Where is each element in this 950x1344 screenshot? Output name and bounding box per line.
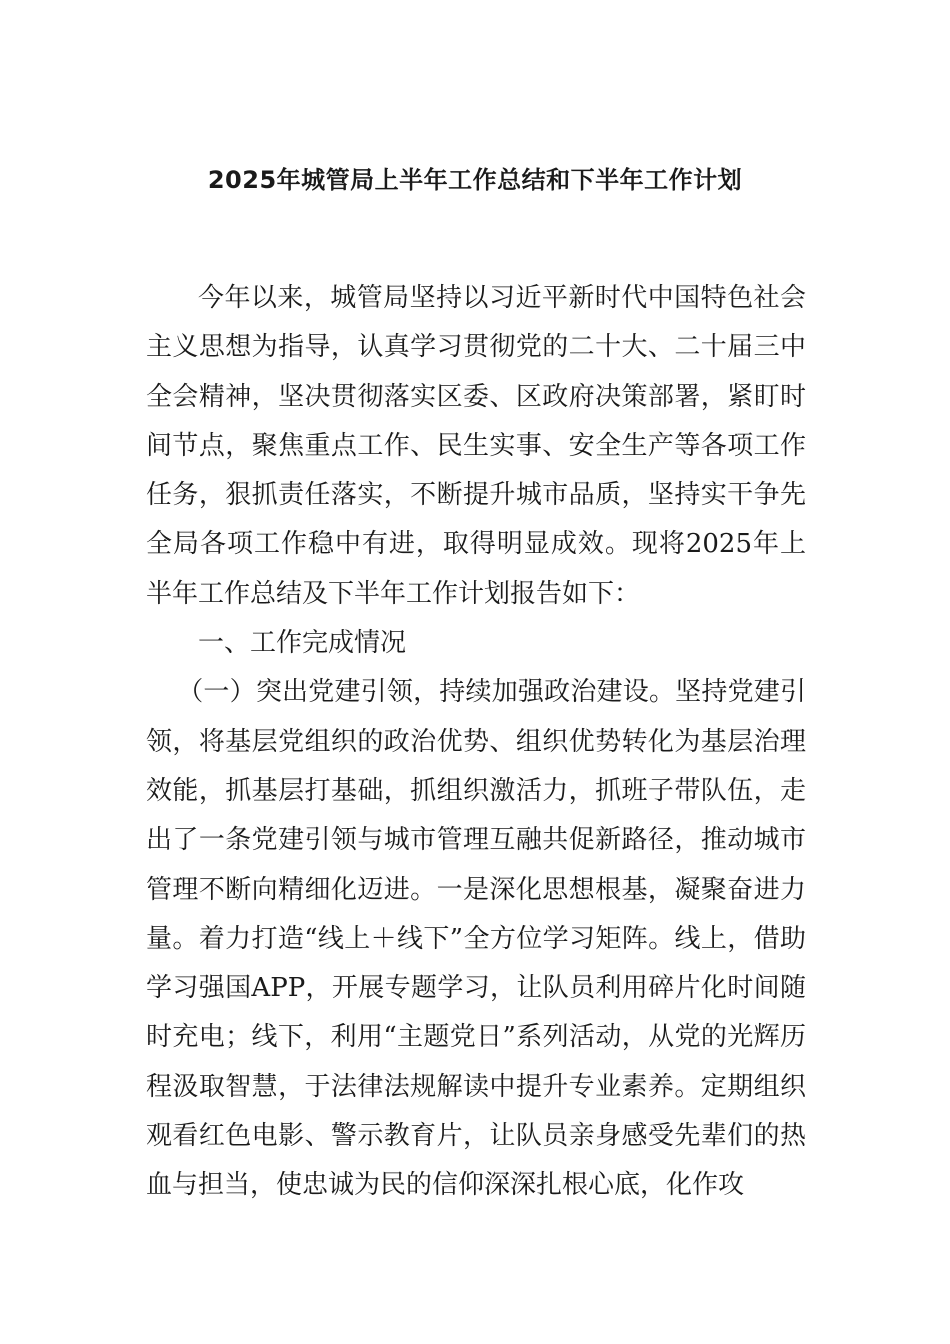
document-title: 2025年城管局上半年工作总结和下半年工作计划 bbox=[207, 166, 743, 194]
section-heading: 一、工作完成情况 bbox=[198, 628, 407, 659]
subsection-paragraph: （一）突出党建引领，持续加强政治建设。坚持党建引领，将基层党组织的政治优势、组织优势转化为基层治理效能，抓基层打基础，抓组织激活力，抓班子带队伍，走出了一条党建引领与城市管理互融共促新路径，推动城市管理不断向精细化迈进。一是深化思想根基，凝聚奋进力量。着力打造“线上＋线下”全方位学习矩阵。线上，借助学习强国APP，开展专题学习，让队员利用碎片化时间随时充电；线下，利用“主题党日”系列活动，从党的光辉历程汲取智慧，于法律法规解读中提升专业素养。定期组织观看红色电影、警示教育片，让队员亲身感受先辈们的热血与担当，使忠诚为民的信仰深深扎根心底，化作攻 bbox=[146, 677, 806, 1201]
document-body bbox=[146, 274, 806, 1211]
intro-paragraph: 今年以来，城管局坚持以习近平新时代中国特色社会主义思想为指导，认真学习贯彻党的二十大、二十届三中全会精神，坚决贯彻落实区委、区政府决策部署，紧盯时间节点，聚焦重点工作、民生实事、安全生产等各项工作任务，狠抓责任落实，不断提升城市品质，坚持实干争先全局各项工作稳中有进，取得明显成效。现将2025年上半年工作总结及下半年工作计划报告如下： bbox=[146, 283, 806, 609]
